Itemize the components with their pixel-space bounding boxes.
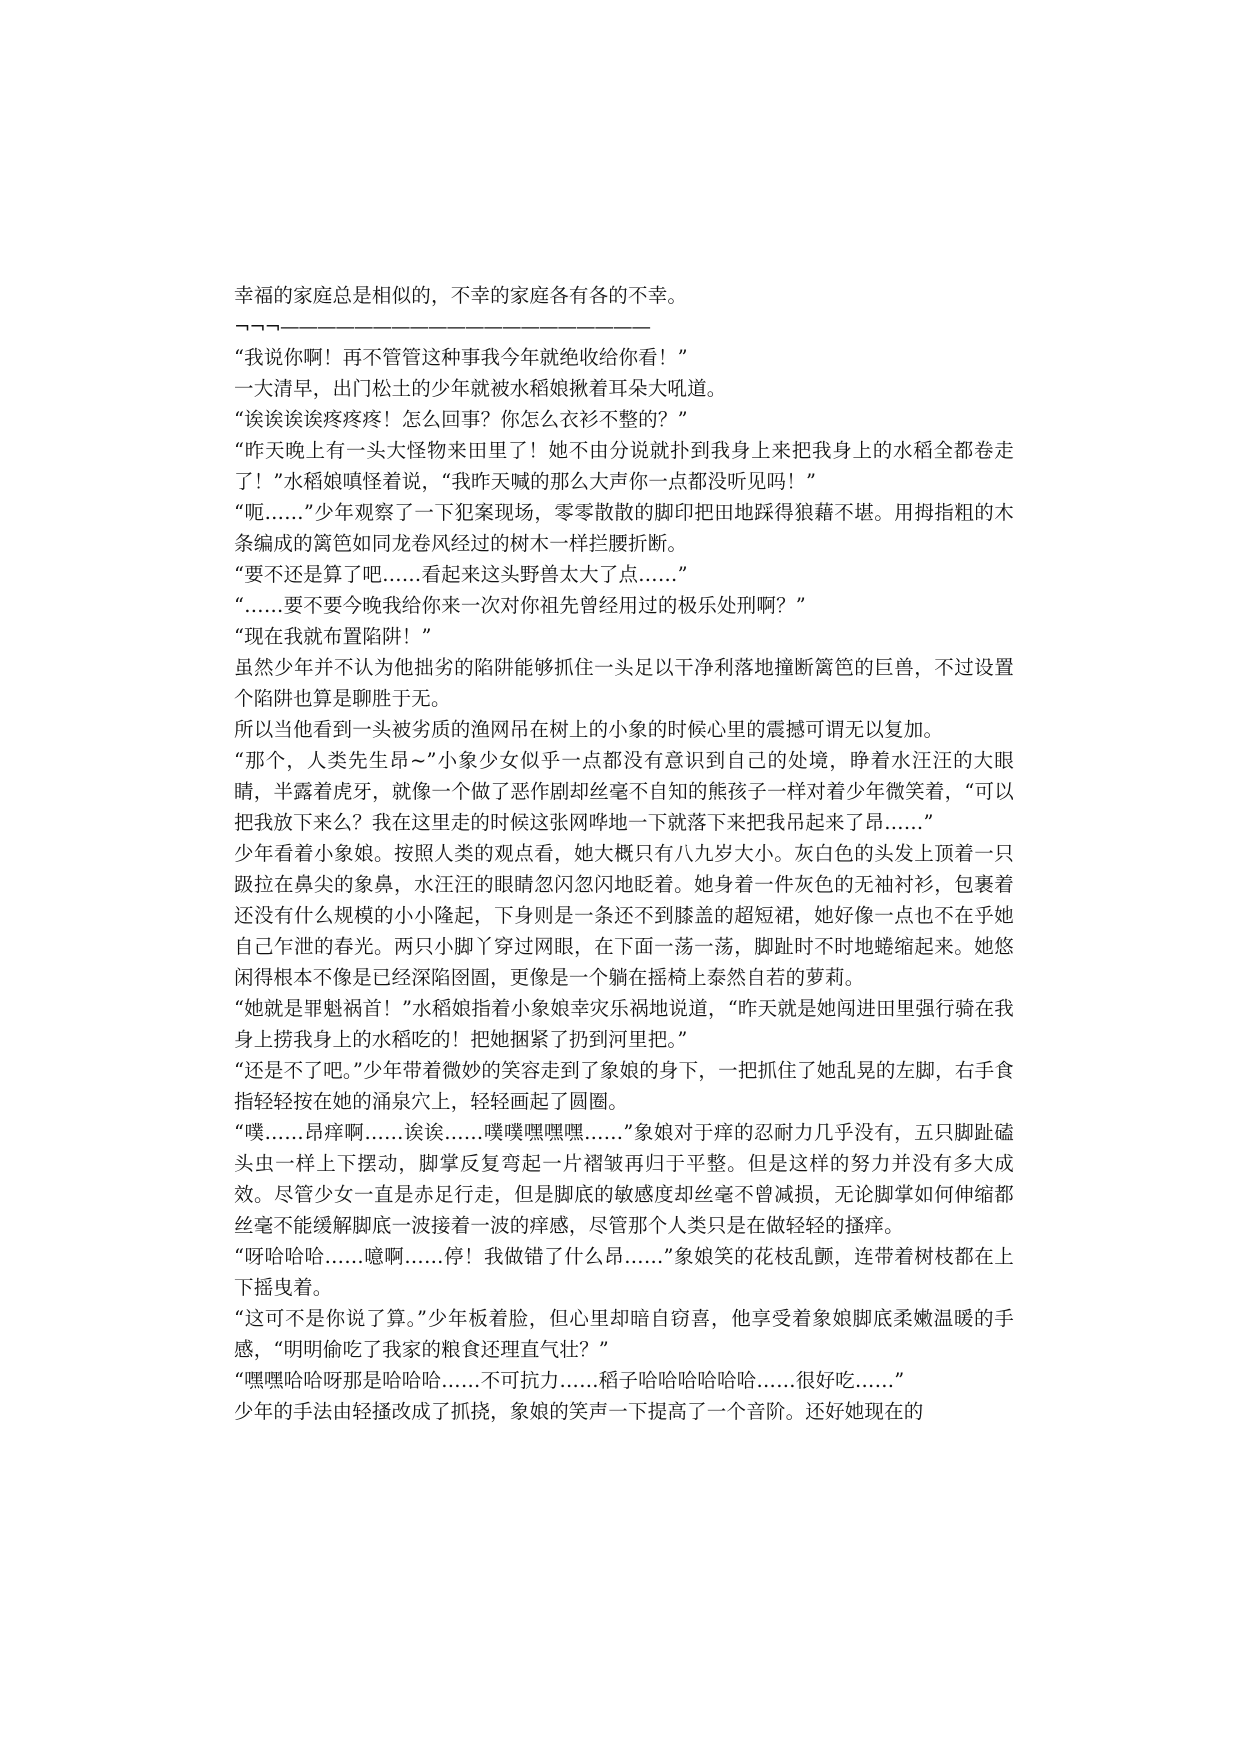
paragraph: “呃……”少年观察了一下犯案现场，零零散散的脚印把田地踩得狼藉不堪。用拇指粗的木条编成的篱笆如同龙卷风经过的树木一样拦腰折断。	[234, 501, 1014, 555]
paragraph: 一大清早，出门松土的少年就被水稻娘揪着耳朵大吼道。	[234, 377, 727, 400]
paragraph: 虽然少年并不认为他拙劣的陷阱能够抓住一头足以干净利落地撞断篱笆的巨兽，不过设置个陷阱也算是聊胜于无。	[234, 656, 1014, 710]
opening-line: 幸福的家庭总是相似的，不幸的家庭各有各的不幸。	[234, 284, 688, 307]
section-separator: ¬¬¬————————————————————	[234, 315, 651, 338]
paragraph: 少年的手法由轻搔改成了抓挠，象娘的笑声一下提高了一个音阶。还好她现在的	[234, 1400, 924, 1423]
paragraph: “……要不要今晚我给你来一次对你祖先曾经用过的极乐处刑啊？”	[234, 594, 806, 617]
paragraph: “还是不了吧。”少年带着微妙的笑容走到了象娘的身下，一把抓住了她乱晃的左脚，右手食指轻轻按在她的涌泉穴上，轻轻画起了圆圈。	[234, 1059, 1014, 1113]
paragraph: “这可不是你说了算。”少年板着脸，但心里却暗自窃喜，他享受着象娘脚底柔嫩温暖的手感，“明明偷吃了我家的粮食还理直气壮？”	[234, 1307, 1014, 1361]
paragraph: “要不还是算了吧……看起来这头野兽太大了点……”	[234, 563, 688, 586]
paragraph: “诶诶诶诶疼疼疼！怎么回事？你怎么衣衫不整的？”	[234, 408, 688, 431]
paragraph: “昨天晚上有一头大怪物来田里了！她不由分说就扑到我身上来把我身上的水稻全都卷走了！”水稻娘嗔怪着说，“我昨天喊的那么大声你一点都没听见吗！”	[234, 439, 1014, 493]
paragraph: 所以当他看到一头被劣质的渔网吊在树上的小象的时候心里的震撼可谓无以复加。	[234, 718, 944, 741]
paragraph: “呀哈哈哈……噫啊……停！我做错了什么昂……”象娘笑的花枝乱颤，连带着树枝都在上下摇曳着。	[234, 1245, 1014, 1299]
paragraph: “那个，人类先生昂~”小象少女似乎一点都没有意识到自己的处境，睁着水汪汪的大眼睛，半露着虎牙，就像一个做了恶作剧却丝毫不自知的熊孩子一样对着少年微笑着，“可以把我放下来么？我在这里走的时候这张网哗地一下就落下来把我吊起来了昂……”	[234, 749, 1014, 834]
paragraph: “她就是罪魁祸首！”水稻娘指着小象娘幸灾乐祸地说道，“昨天就是她闯进田里强行骑在我身上捞我身上的水稻吃的！把她捆紧了扔到河里把。”	[234, 997, 1014, 1051]
paragraph: “噗……昂痒啊……诶诶……噗噗嘿嘿嘿……”象娘对于痒的忍耐力几乎没有，五只脚趾磕头虫一样上下摆动，脚掌反复弯起一片褶皱再归于平整。但是这样的努力并没有多大成效。尽管少女一直是赤足行走，但是脚底的敏感度却丝毫不曾减损，无论脚掌如何伸缩都丝毫不能缓解脚底一波接着一波的痒感，尽管那个人类只是在做轻轻的搔痒。	[234, 1121, 1014, 1237]
document-body	[234, 280, 1014, 1427]
paragraph: “嘿嘿哈哈呀那是哈哈哈……不可抗力……稻子哈哈哈哈哈哈……很好吃……”	[234, 1369, 905, 1392]
paragraph: “我说你啊！再不管管这种事我今年就绝收给你看！”	[234, 346, 688, 369]
paragraph: 少年看着小象娘。按照人类的观点看，她大概只有八九岁大小。灰白色的头发上顶着一只趿拉在鼻尖的象鼻，水汪汪的眼睛忽闪忽闪地眨着。她身着一件灰色的无袖衬衫，包裹着还没有什么规模的小小隆起，下身则是一条还不到膝盖的超短裙，她好像一点也不在乎她自己乍泄的春光。两只小脚丫穿过网眼，在下面一荡一荡，脚趾时不时地蜷缩起来。她悠闲得根本不像是已经深陷囹圄，更像是一个躺在摇椅上泰然自若的萝莉。	[234, 842, 1014, 989]
paragraph: “现在我就布置陷阱！”	[234, 625, 432, 648]
